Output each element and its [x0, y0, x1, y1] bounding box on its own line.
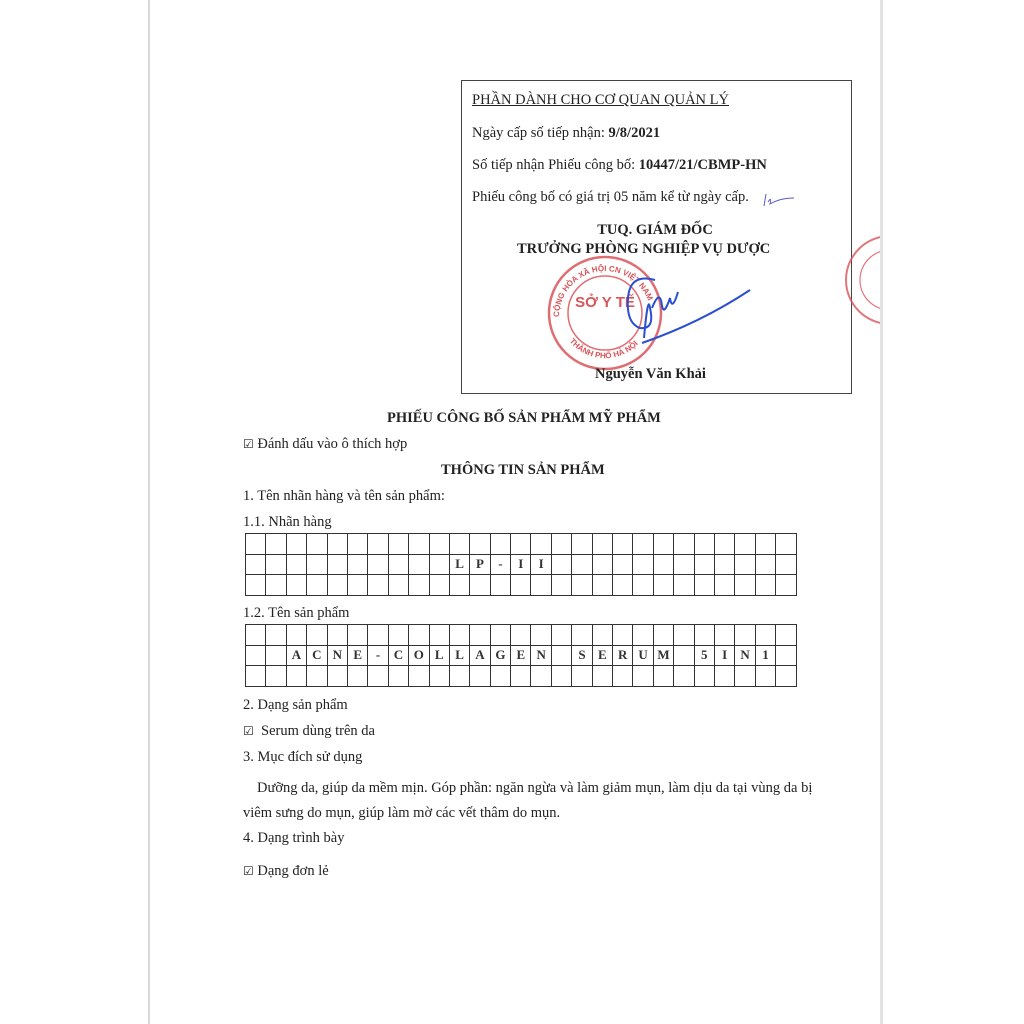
- grid-cell: I: [531, 554, 551, 575]
- grid-cell: [388, 534, 408, 555]
- grid-cell: A: [470, 645, 490, 666]
- grid-cell: [694, 625, 714, 646]
- grid-cell: [613, 554, 633, 575]
- signer-title-1: TUQ. GIÁM ĐỐC: [597, 222, 713, 238]
- grid-cell: [735, 666, 755, 687]
- grid-cell: [674, 534, 694, 555]
- grid-cell: [511, 666, 531, 687]
- grid-cell: [592, 534, 612, 555]
- number-label: Số tiếp nhận Phiếu công bố:: [472, 157, 636, 173]
- grid-cell: [776, 575, 796, 596]
- grid-cell: [368, 554, 388, 575]
- grid-cell: [714, 625, 734, 646]
- grid-cell: 1: [755, 645, 775, 666]
- checkbox-icon: ☑: [243, 724, 254, 738]
- grid-cell: [449, 575, 469, 596]
- grid-cell: [531, 625, 551, 646]
- grid-cell: [266, 575, 286, 596]
- grid-cell: [388, 575, 408, 596]
- brand-grid: [245, 533, 797, 596]
- grid-cell: E: [511, 645, 531, 666]
- grid-cell: [266, 645, 286, 666]
- grid-cell: [776, 625, 796, 646]
- grid-cell: C: [388, 645, 408, 666]
- grid-cell: [368, 575, 388, 596]
- grid-cell: [755, 534, 775, 555]
- grid-cell: [592, 625, 612, 646]
- grid-cell: [266, 554, 286, 575]
- grid-cell: [531, 575, 551, 596]
- grid-cell: M: [653, 645, 673, 666]
- grid-cell: [246, 554, 266, 575]
- grid-cell: -: [490, 554, 510, 575]
- date-row: [472, 125, 660, 142]
- grid-cell: [755, 666, 775, 687]
- grid-cell: G: [490, 645, 510, 666]
- grid-cell: [246, 645, 266, 666]
- grid-cell: [470, 666, 490, 687]
- grid-cell: [714, 575, 734, 596]
- number-value: 10447/21/CBMP-HN: [638, 157, 767, 173]
- grid-cell: [694, 666, 714, 687]
- grid-cell: [470, 625, 490, 646]
- grid-cell: I: [714, 645, 734, 666]
- grid-cell: [286, 666, 306, 687]
- grid-cell: [388, 666, 408, 687]
- grid-cell: [388, 625, 408, 646]
- signature-icon: [600, 268, 760, 358]
- grid-cell: [572, 575, 592, 596]
- grid-cell: [246, 625, 266, 646]
- grid-cell: [409, 575, 429, 596]
- grid-cell: [714, 666, 734, 687]
- grid-cell: -: [368, 645, 388, 666]
- grid-cell: [409, 554, 429, 575]
- grid-cell: [572, 625, 592, 646]
- grid-cell: [674, 575, 694, 596]
- grid-cell: P: [470, 554, 490, 575]
- grid-cell: [368, 625, 388, 646]
- grid-cell: [307, 666, 327, 687]
- grid-cell: [551, 575, 571, 596]
- grid-cell: [327, 625, 347, 646]
- svg-text:SỞ Y TẾ: SỞ Y TẾ: [575, 294, 635, 311]
- grid-cell: [531, 666, 551, 687]
- grid-cell: [633, 534, 653, 555]
- grid-cell: [572, 534, 592, 555]
- grid-cell: [327, 575, 347, 596]
- answer-2: [243, 723, 375, 740]
- grid-cell: [286, 625, 306, 646]
- grid-cell: [551, 554, 571, 575]
- grid-cell: [368, 666, 388, 687]
- grid-cell: I: [511, 554, 531, 575]
- svg-text:THÀNH PHỐ HÀ NỘI: THÀNH PHỐ HÀ NỘI: [567, 336, 640, 361]
- grid-cell: [674, 625, 694, 646]
- grid-cell: [266, 534, 286, 555]
- grid-cell: [307, 534, 327, 555]
- grid-cell: [735, 575, 755, 596]
- checkbox-icon: ☑: [243, 437, 254, 451]
- grid-cell: [429, 575, 449, 596]
- grid-cell: [429, 666, 449, 687]
- grid-cell: [776, 645, 796, 666]
- grid-cell: [551, 666, 571, 687]
- grid-cell: N: [531, 645, 551, 666]
- grid-cell: [633, 554, 653, 575]
- grid-cell: [429, 534, 449, 555]
- grid-cell: [531, 534, 551, 555]
- grid-cell: [735, 534, 755, 555]
- grid-cell: [674, 645, 694, 666]
- grid-cell: [694, 534, 714, 555]
- grid-cell: [388, 554, 408, 575]
- grid-cell: [246, 534, 266, 555]
- grid-cell: [755, 575, 775, 596]
- grid-cell: [347, 575, 367, 596]
- grid-cell: [694, 554, 714, 575]
- grid-cell: [327, 666, 347, 687]
- grid-cell: [409, 534, 429, 555]
- svg-text:CỘNG HÒA XÃ HỘI CN VIỆT NAM: CỘNG HÒA XÃ HỘI CN VIỆT NAM: [551, 263, 655, 318]
- grid-cell: [592, 666, 612, 687]
- checkbox-icon: ☑: [243, 864, 254, 878]
- grid-cell: [429, 554, 449, 575]
- grid-cell: [694, 575, 714, 596]
- grid-cell: [592, 575, 612, 596]
- grid-cell: [613, 625, 633, 646]
- answer-2-text: Serum dùng trên da: [261, 723, 375, 739]
- grid-cell: U: [633, 645, 653, 666]
- grid-cell: N: [327, 645, 347, 666]
- grid-cell: [307, 625, 327, 646]
- number-row: [472, 157, 767, 174]
- grid-cell: [246, 666, 266, 687]
- grid-cell: [409, 625, 429, 646]
- grid-cell: N: [735, 645, 755, 666]
- grid-cell: [735, 625, 755, 646]
- grid-cell: [490, 666, 510, 687]
- grid-cell: [490, 534, 510, 555]
- grid-cell: [653, 534, 673, 555]
- partial-stamp-icon: [840, 225, 880, 345]
- signer-name: Nguyễn Văn Khải: [595, 366, 706, 382]
- grid-cell: [470, 534, 490, 555]
- grid-cell: [674, 666, 694, 687]
- grid-cell: [347, 625, 367, 646]
- grid-cell: E: [347, 645, 367, 666]
- grid-cell: [327, 534, 347, 555]
- grid-cell: [511, 575, 531, 596]
- grid-cell: [490, 625, 510, 646]
- grid-cell: [755, 625, 775, 646]
- purpose-line-2: viêm sưng do mụn, giúp làm mờ các vết thâm do mụn.: [243, 805, 561, 821]
- signer-title-2: TRƯỞNG PHÒNG NGHIỆP VỤ DƯỢC: [517, 241, 771, 257]
- grid-cell: [653, 554, 673, 575]
- grid-cell: [409, 666, 429, 687]
- grid-cell: [776, 554, 796, 575]
- grid-cell: [551, 645, 571, 666]
- answer-4: [243, 863, 329, 880]
- grid-cell: L: [449, 645, 469, 666]
- grid-cell: L: [449, 554, 469, 575]
- initials-icon: [760, 190, 800, 210]
- grid-cell: [347, 554, 367, 575]
- validity-text: Phiếu công bố có giá trị 05 năm kể từ ngày cấp.: [472, 189, 749, 205]
- grid-cell: [776, 666, 796, 687]
- grid-cell: [449, 666, 469, 687]
- grid-cell: [735, 554, 755, 575]
- grid-cell: [613, 666, 633, 687]
- grid-cell: [674, 554, 694, 575]
- grid-cell: [633, 625, 653, 646]
- date-value: 9/8/2021: [608, 125, 661, 141]
- grid-cell: A: [286, 645, 306, 666]
- question-1-2: 1.2. Tên sản phẩm: [243, 605, 350, 621]
- grid-cell: [368, 534, 388, 555]
- grid-cell: [613, 534, 633, 555]
- question-3: 3. Mục đích sử dụng: [243, 749, 363, 765]
- grid-cell: [633, 666, 653, 687]
- grid-cell: [246, 575, 266, 596]
- authority-heading: PHẦN DÀNH CHO CƠ QUAN QUẢN LÝ: [472, 92, 729, 108]
- grid-cell: [347, 666, 367, 687]
- grid-cell: [511, 625, 531, 646]
- grid-cell: [307, 575, 327, 596]
- grid-cell: [551, 625, 571, 646]
- product-name-grid: [245, 624, 797, 687]
- question-2: 2. Dạng sản phẩm: [243, 697, 348, 713]
- purpose-line-1: Dưỡng da, giúp da mềm mịn. Góp phần: ngăn ngừa và làm giảm mụn, làm dịu da tại vùng da bị: [257, 780, 813, 796]
- grid-cell: [572, 554, 592, 575]
- question-1: 1. Tên nhãn hàng và tên sản phẩm:: [243, 488, 445, 504]
- grid-cell: [714, 534, 734, 555]
- grid-cell: [633, 575, 653, 596]
- grid-cell: [266, 625, 286, 646]
- grid-cell: [592, 554, 612, 575]
- grid-cell: [347, 534, 367, 555]
- section-title: THÔNG TIN SẢN PHẨM: [441, 462, 605, 478]
- grid-cell: [307, 554, 327, 575]
- form-title: PHIẾU CÔNG BỐ SẢN PHẨM MỸ PHẨM: [387, 410, 661, 426]
- grid-cell: [470, 575, 490, 596]
- grid-cell: [714, 554, 734, 575]
- grid-cell: L: [429, 645, 449, 666]
- grid-cell: [776, 534, 796, 555]
- grid-cell: [653, 575, 673, 596]
- grid-cell: [490, 575, 510, 596]
- grid-cell: 5: [694, 645, 714, 666]
- grid-cell: E: [592, 645, 612, 666]
- check-note-text: Đánh dấu vào ô thích hợp: [257, 436, 408, 452]
- question-4: 4. Dạng trình bày: [243, 830, 345, 846]
- grid-cell: [286, 575, 306, 596]
- grid-cell: [755, 554, 775, 575]
- grid-cell: [511, 534, 531, 555]
- grid-cell: [429, 625, 449, 646]
- grid-cell: O: [409, 645, 429, 666]
- grid-cell: [653, 625, 673, 646]
- grid-cell: [266, 666, 286, 687]
- grid-cell: [327, 554, 347, 575]
- grid-cell: [551, 534, 571, 555]
- grid-cell: [449, 625, 469, 646]
- grid-cell: [572, 666, 592, 687]
- grid-cell: [613, 575, 633, 596]
- date-label: Ngày cấp số tiếp nhận:: [472, 125, 605, 141]
- grid-cell: C: [307, 645, 327, 666]
- grid-cell: [286, 554, 306, 575]
- grid-cell: R: [613, 645, 633, 666]
- question-1-1: 1.1. Nhãn hàng: [243, 514, 332, 530]
- grid-cell: [449, 534, 469, 555]
- grid-cell: S: [572, 645, 592, 666]
- check-note: [243, 436, 407, 453]
- grid-cell: [653, 666, 673, 687]
- grid-cell: [286, 534, 306, 555]
- answer-4-text: Dạng đơn lẻ: [257, 863, 329, 879]
